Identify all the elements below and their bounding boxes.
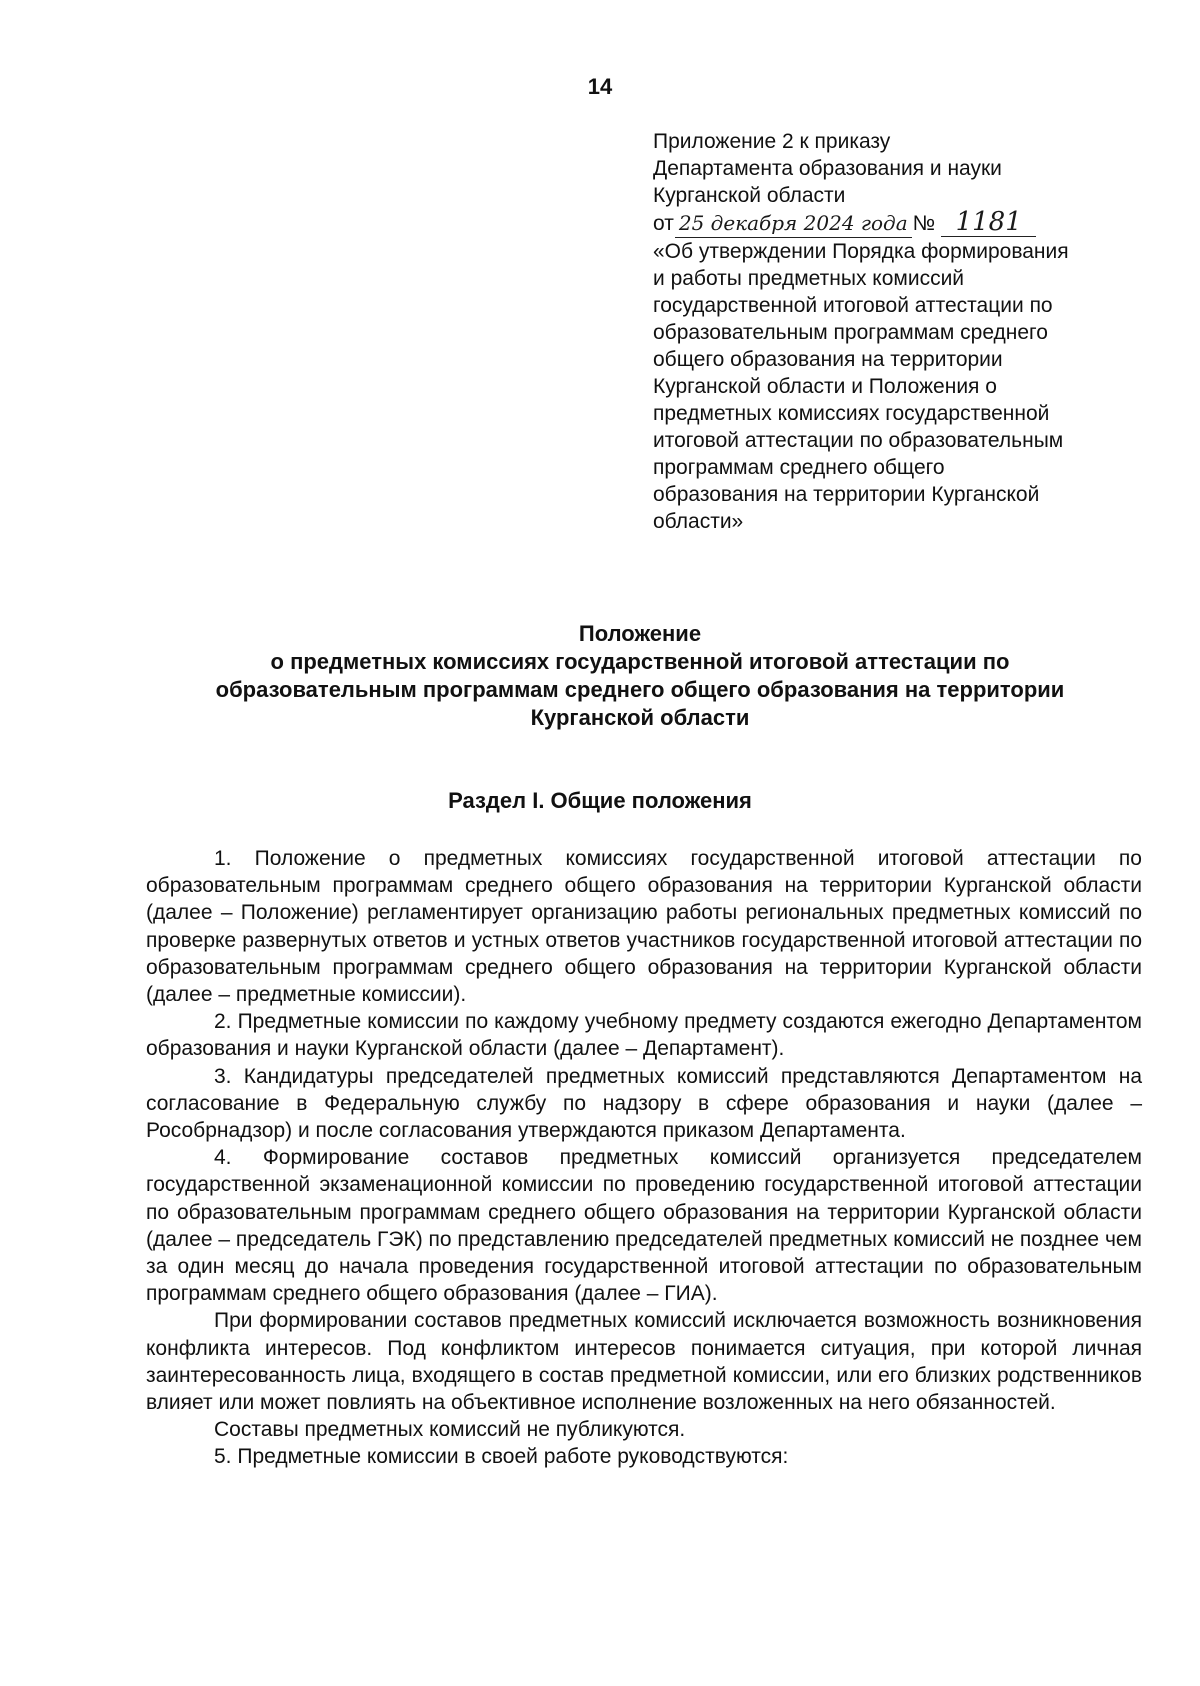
body-text [146,845,1142,1471]
section-title: Раздел I. Общие положения [448,788,752,813]
order-title-line: образования на территории Курганской [653,483,1040,506]
order-title-line: итоговой аттестации по образовательным [653,429,1064,452]
document-title [140,620,1140,732]
paragraph: 3. Кандидатуры председателей предметных комиссий представляются Департаментом на согласование в Федеральную службу по надзору в сфере образования и науки (далее – Рособрнадзор) и после согласования утверждаются приказом Департамента. [146,1064,1142,1143]
appendix-block [653,128,1143,535]
appendix-line: Департамента образования и науки [653,157,1002,180]
order-title-line: предметных комиссиях государственной [653,402,1050,425]
appendix-line: Курганской области [653,184,846,207]
order-title-line: Курганской области и Положения о [653,375,997,398]
document-title-line: образовательным программам среднего общего образования на территории [215,677,1065,702]
order-title-line: государственной итоговой аттестации по [653,294,1053,317]
document-title-line: Курганской области [530,705,750,730]
paragraph: 5. Предметные комиссии в своей работе руководствуются: [214,1445,789,1469]
paragraph: 2. Предметные комиссии по каждому учебному предмету создаются ежегодно Департаментом образования и науки Курганской области (далее – Департамент). [146,1010,1142,1061]
number-sign: № [912,212,936,235]
from-prefix: от [653,212,674,235]
order-title-line: области» [653,510,744,533]
paragraph: При формировании составов предметных комиссий исключается возможность возникновения конфликта интересов. Под конфликтом интересов понимается ситуация, при которой личная заинтересованность лица, входящего в состав предметной комиссии, или его близких родственников влияет или может повлиять на объективное исполнение возложенных на него обязанностей. [146,1309,1142,1415]
document-title-line: Положение [578,621,702,646]
document-title-line: о предметных комиссиях государственной итоговой аттестации по [270,649,1010,674]
handwritten-number: 1181 [941,209,1036,237]
page-number: 14 [587,74,613,99]
appendix-line: Приложение 2 к приказу [653,130,891,153]
order-title-line: и работы предметных комиссий [653,267,965,290]
order-title-line: общего образования на территории [653,348,1003,371]
paragraph: Составы предметных комиссий не публикуются. [214,1418,686,1442]
order-title-line: программам среднего общего [653,456,945,479]
order-title-line: образовательным программам среднего [653,321,1048,344]
paragraph: 4. Формирование составов предметных комиссий организуется председателем государственной экзаменационной комиссии по проведению государственной итоговой аттестации по образовательным программам среднего общего образования на территории Курганской области (далее – председатель ГЭК) по представлению председателей предметных комиссий не позднее чем за один месяц до начала проведения государственной итоговой аттестации по образовательным программам среднего общего образования (далее – ГИА). [146,1146,1142,1306]
order-date-number-line [653,209,1143,238]
paragraph: 1. Положение о предметных комиссиях государственной итоговой аттестации по образовательным программам среднего общего образования на территории Курганской области (далее – Положение) регламентирует организацию работы региональных предметных комиссий по проверке развернутых ответов и устных ответов участников государственной итоговой аттестации по образовательным программам среднего общего образования на территории Курганской области (далее – предметные комиссии). [146,847,1142,1007]
handwritten-date: 25 декабря 2024 года [675,210,912,238]
order-title-line: «Об утверждении Порядка формирования [653,240,1069,263]
